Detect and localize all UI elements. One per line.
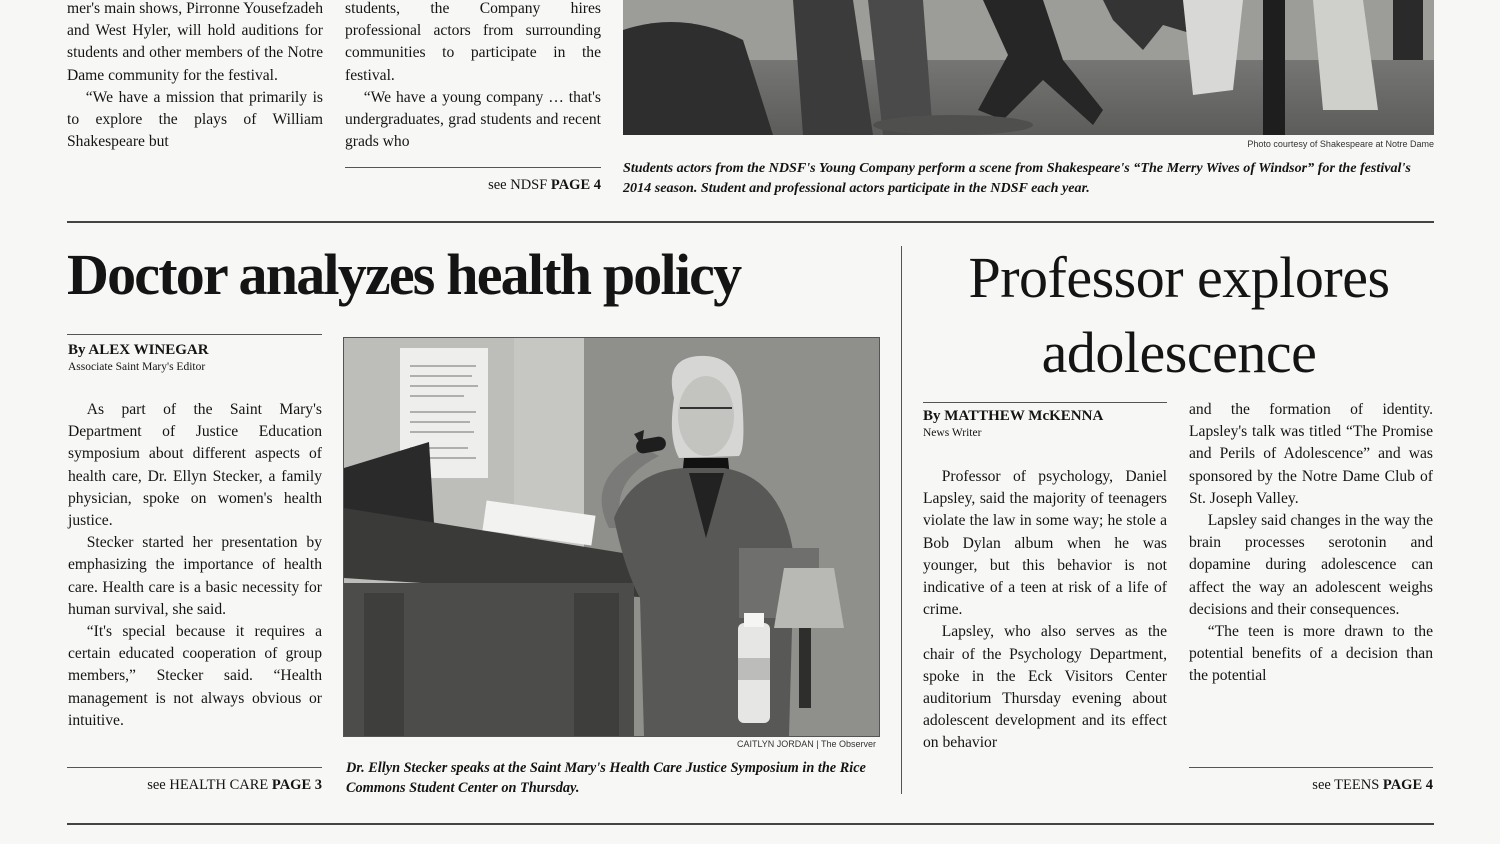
ndsf-col2-paragraph: students, the Company hires professional actors from surrounding communities to participate in the festival. xyxy=(345,0,601,84)
teens-col2-paragraph: Lapsley said changes in the way the brain processes serotonin and dopamine during adolescence can affect the way an adolescent weighs decisions and their consequences. xyxy=(1189,512,1433,618)
ndsf-col2-paragraph: “We have a young company … that's undergraduates, grad students and recent grads who xyxy=(345,88,601,151)
column-separator xyxy=(901,246,902,794)
ndsf-col1-paragraph: “We have a mission that primarily is to explore the plays of William Shakespeare but xyxy=(67,88,323,151)
teens-byline-rule xyxy=(923,402,1167,403)
teens-col2-paragraph: “The teen is more drawn to the potential benefits of a decision than the potential xyxy=(1189,623,1433,685)
health-byline-rule xyxy=(67,334,322,335)
health-story-headline[interactable]: Doctor analyzes health policy xyxy=(67,242,741,307)
health-jump-page: PAGE 3 xyxy=(271,777,322,793)
teens-story-column-1 xyxy=(923,466,1167,755)
stecker-photo-caption: Dr. Ellyn Stecker speaks at the Saint Mary's Health Care Justice Symposium in the Rice Commons Student Center on Thursday. xyxy=(346,760,866,796)
health-jump-prefix: see HEALTH CARE xyxy=(147,777,269,793)
health-byline-name: By ALEX WINEGAR xyxy=(68,342,209,358)
health-paragraph: Stecker started her presentation by emphasizing the importance of health care. Health care is a basic necessity for human survival, she said. xyxy=(68,534,322,618)
health-story-body xyxy=(68,399,322,732)
stecker-speaking-photo xyxy=(343,337,880,737)
teens-jump-rule xyxy=(1189,767,1433,768)
shakespeare-photo-credit: Photo courtesy of Shakespeare at Notre Dame xyxy=(1247,139,1434,149)
section-divider-bottom xyxy=(67,823,1434,825)
teens-col1-paragraph: Professor of psychology, Daniel Lapsley, said the majority of teenagers violate the law in some way; he stole a Bob Dylan album when he was younger, but this behavior is not indicative of a teen at risk of a life of crime. xyxy=(923,468,1167,619)
teens-story-headline[interactable] xyxy=(923,240,1435,390)
teens-col2-paragraph: and the formation of identity. Lapsley's talk was titled “The Promise and Perils of Adolescence” and was sponsored by the Notre Dame Club of St. Joseph Valley. xyxy=(1189,401,1433,507)
shakespeare-performance-photo xyxy=(623,0,1434,135)
ndsf-story-column-1 xyxy=(67,0,323,153)
teens-jump-prefix: see TEENS xyxy=(1312,777,1380,793)
health-paragraph: “It's special because it requires a certain educated cooperation of group members,” Stecker said. “Health management is not always obvious or intuitive. xyxy=(68,623,322,729)
health-jump-line[interactable] xyxy=(67,777,322,794)
health-byline xyxy=(68,342,323,373)
health-jump-rule xyxy=(67,767,322,768)
section-divider-top xyxy=(67,221,1434,223)
ndsf-col1-paragraph: mer's main shows, Pirronne Yousefzadeh and West Hyler, will hold auditions for students and other members of the Notre Dame community for the festival. xyxy=(67,0,323,84)
teens-jump-page: PAGE 4 xyxy=(1382,777,1433,793)
shakespeare-photo-caption: Students actors from the NDSF's Young Company perform a scene from Shakespeare's “The Merry Wives of Windsor” for the festival's 2014 season. Student and professional actors participate in the NDSF each year. xyxy=(623,160,1411,196)
teens-story-column-2 xyxy=(1189,399,1433,688)
health-byline-title: Associate Saint Mary's Editor xyxy=(68,361,206,373)
teens-byline xyxy=(923,408,1167,439)
teens-byline-name: By MATTHEW McKENNA xyxy=(923,408,1104,424)
teens-headline-line-1: Professor explores xyxy=(968,245,1390,310)
ndsf-jump-line[interactable] xyxy=(345,177,601,194)
teens-col1-paragraph: Lapsley, who also serves as the chair of the Psychology Department, spoke in the Eck Visitors Center auditorium Thursday evening about adolescent development and its effect on behavior xyxy=(923,623,1167,752)
teens-jump-line[interactable] xyxy=(1189,777,1433,794)
ndsf-story-column-2 xyxy=(345,0,601,153)
teens-byline-title: News Writer xyxy=(923,427,982,439)
ndsf-jump-prefix: see NDSF xyxy=(488,177,548,193)
teens-headline-line-2: adolescence xyxy=(1041,320,1317,385)
ndsf-jump-page: PAGE 4 xyxy=(550,177,601,193)
ndsf-jump-rule xyxy=(345,167,601,168)
stecker-photo-credit: CAITLYN JORDAN | The Observer xyxy=(736,739,876,749)
health-paragraph: As part of the Saint Mary's Department of Justice Education symposium about different aspects of health care, Dr. Ellyn Stecker, a family physician, spoke on women's health justice. xyxy=(68,401,322,530)
